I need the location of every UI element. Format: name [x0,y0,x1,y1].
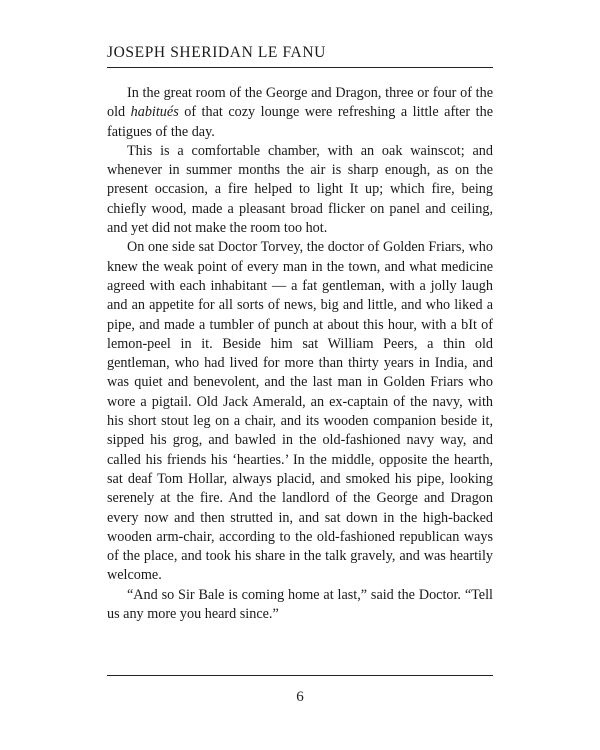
page-number: 6 [296,689,304,705]
paragraph-1-italic: habitués [130,104,179,121]
paragraph-2: This is a comfortable chamber, with an oak wainscot; and whenever in summer months the air is sharp enough, as on the present occasion, a fire helped to light It up; which fire, being chiefly wood, made a pleasant broad flicker on panel and ceiling, and yet did not make the room too hot. [107,142,493,237]
paragraph-3: On one side sat Doctor Torvey, the doctor of Golden Friars, who knew the weak point of every man in the town, and what medicine agreed with each inhabitant — a fat gentleman, with a jolly laugh and an appetite for all sorts of news, big and little, and who liked a pipe, and made a tumbler of punch at about this hour, with a bIt of lemon-peel in it. Beside him sat William Peers, a thin old gentleman, who had lived for more than thirty years in India, and was quiet and benevolent, and the last man in Golden Friars who wore a pigtail. Old Jack Amerald, an ex-captain of the navy, with his short stout leg on a chair, and its wooden companion beside it, sipped his grog, and bawled in the old-fashioned navy way, and called his friends his ‘hearties.’ In the middle, opposite the hearth, sat deaf Tom Hollar, always placid, and smoked his pipe, looking serenely at the fire. And the landlord of the George and Dragon every now and then strutted in, and sat down in the high-backed wooden arm-chair, according to the old-fashioned republican ways of the place, and took his share in the talk gravely, and was heartily welcome. [107,239,493,584]
paragraph-1-after: of that cozy lounge were refreshing a little after the fatigues of the day. [107,104,493,140]
header-rule [107,67,493,68]
paragraph-4: “And so Sir Bale is coming home at last,” said the Doctor. “Tell us any more you heard since.” [107,586,493,623]
running-head: JOSEPH SHERIDAN LE FANU [107,44,326,61]
body-text [107,84,493,624]
footer-rule [107,675,493,676]
paragraph-1-before: In the great room of the George and Dragon, three or four of the old [107,85,493,121]
paragraph-1 [107,84,493,142]
